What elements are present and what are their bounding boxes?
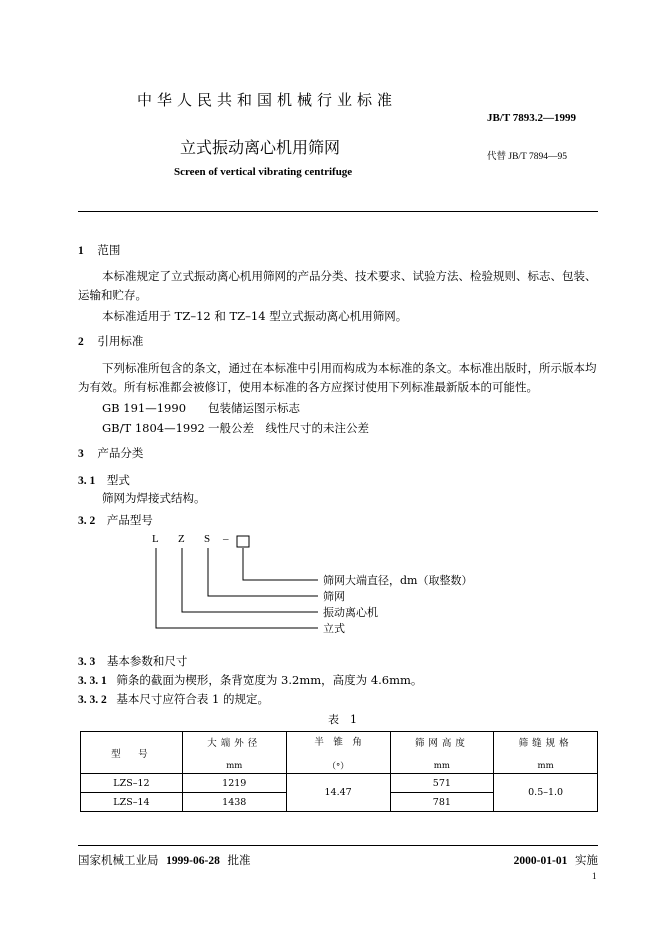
header-angle (286, 732, 390, 774)
model-label-centrifuge: 振动离心机 (323, 606, 378, 619)
cell-model: LZS–14 (81, 793, 183, 812)
model-letter-z: Z (178, 533, 185, 545)
cell-angle: 14.47 (286, 774, 390, 812)
section-title: 产品分类 (97, 446, 144, 460)
header-unit: mm (433, 760, 450, 771)
cell-height: 781 (390, 793, 494, 812)
header-label: 半 锥 角 (314, 736, 362, 748)
section-title: 型式 (106, 473, 130, 487)
page-number: 1 (592, 871, 597, 881)
paragraph-line: 本标准规定了立式振动离心机用筛网的产品分类、技术要求、试验方法、检验规则、标志、包装、 (102, 269, 597, 283)
model-blank-box (237, 536, 249, 547)
header-unit: mm (226, 760, 243, 771)
model-label-diameter: 筛网大端直径，dm（取整数） (323, 574, 473, 587)
clause-text: 基本尺寸应符合表 1 的规定。 (116, 692, 270, 706)
paragraph-line: 运输和贮存。 (78, 288, 147, 302)
section-3-heading (78, 445, 143, 461)
subsection-3-1-heading (78, 472, 130, 488)
paragraph-line: 本标准适用于 TZ–12 和 TZ–14 型立式振动离心机用筛网。 (102, 309, 408, 323)
reference-item (102, 420, 369, 437)
table-caption: 表 1 (328, 713, 357, 726)
section-number: 3. 1 (78, 475, 96, 487)
header-unit: （°） (327, 761, 349, 772)
standard-code: JB/T 7893.2—1999 (487, 112, 577, 124)
model-label-screen: 筛网 (323, 590, 345, 603)
model-letter-l: L (152, 533, 159, 545)
impl-date: 2000-01-01 (513, 855, 568, 867)
reference-item (102, 400, 300, 417)
paragraph-line: 下列标准所包含的条文，通过在本标准中引用而构成为本标准的条文。本标准出版时，所示版本均 (102, 361, 597, 375)
header-label: 型 号 (111, 748, 152, 760)
header-rule (78, 211, 598, 212)
english-title: Screen of vertical vibrating centrifuge (174, 166, 353, 178)
section-1-heading (78, 242, 120, 258)
paragraph-line: 为有效。所有标准都会被修订，使用本标准的各方应探讨使用下列标准最新版本的可能性。 (78, 380, 538, 394)
section-number: 3 (78, 448, 84, 460)
section-number: 3. 3 (78, 656, 96, 668)
approve-date: 1999-06-28 (166, 855, 220, 867)
supersedes-note: 代替 JB/T 7894—95 (487, 152, 568, 162)
header-label: 大端外径 (207, 737, 262, 749)
document-title: 立式振动离心机用筛网 (180, 138, 341, 157)
section-number: 1 (78, 245, 84, 257)
table-header-row (81, 732, 598, 774)
section-title: 引用标准 (97, 334, 144, 348)
header-height (390, 732, 494, 774)
cell-diameter: 1219 (182, 774, 286, 793)
header-slot (494, 732, 598, 774)
header-model (81, 732, 183, 774)
header-unit: mm (537, 760, 554, 771)
section-number: 3. 2 (78, 515, 96, 527)
approval-line (78, 852, 250, 868)
cell-diameter: 1438 (182, 793, 286, 812)
section-number: 3. 3. 1 (78, 675, 107, 687)
section-2-heading (78, 333, 143, 349)
model-letter-s: S (204, 533, 211, 545)
cell-slot: 0.5–1.0 (494, 774, 598, 812)
cell-model: LZS–12 (81, 774, 183, 793)
paragraph-line: 筛网为焊接式结构。 (102, 491, 206, 505)
model-designation-diagram (140, 530, 500, 640)
reference-name: 一般公差 线性尺寸的未注公差 (208, 421, 369, 435)
table-1 (80, 731, 598, 812)
model-label-vertical: 立式 (323, 622, 345, 635)
footer-rule (78, 845, 598, 846)
impl-label: 实施 (575, 853, 598, 867)
reference-name: 包装储运图示标志 (208, 401, 300, 415)
header-diameter (182, 732, 286, 774)
section-title: 产品型号 (106, 513, 153, 527)
section-number: 2 (78, 336, 84, 348)
clause-3-3-1 (78, 672, 422, 688)
table-row (81, 774, 598, 793)
approve-label: 批准 (227, 853, 251, 867)
subsection-3-2-heading (78, 512, 153, 528)
subsection-3-3-heading (78, 653, 187, 669)
section-number: 3. 3. 2 (78, 694, 107, 706)
header-label: 筛网高度 (414, 737, 469, 749)
industry-standard-heading: 中华人民共和国机械行业标准 (137, 91, 398, 109)
model-dash: – (223, 533, 229, 545)
clause-text: 筛条的截面为楔形，条背宽度为 3.2mm，高度为 4.6mm。 (116, 673, 423, 687)
approver: 国家机械工业局 (78, 853, 159, 867)
clause-3-3-2 (78, 691, 269, 707)
section-title: 范围 (97, 243, 121, 257)
reference-code: GB/T 1804—1992 (102, 421, 205, 435)
section-title: 基本参数和尺寸 (106, 654, 188, 668)
reference-code: GB 191—1990 (102, 401, 187, 415)
header-label: 筛缝规格 (518, 737, 573, 749)
cell-height: 571 (390, 774, 494, 793)
implementation-line (514, 852, 598, 868)
